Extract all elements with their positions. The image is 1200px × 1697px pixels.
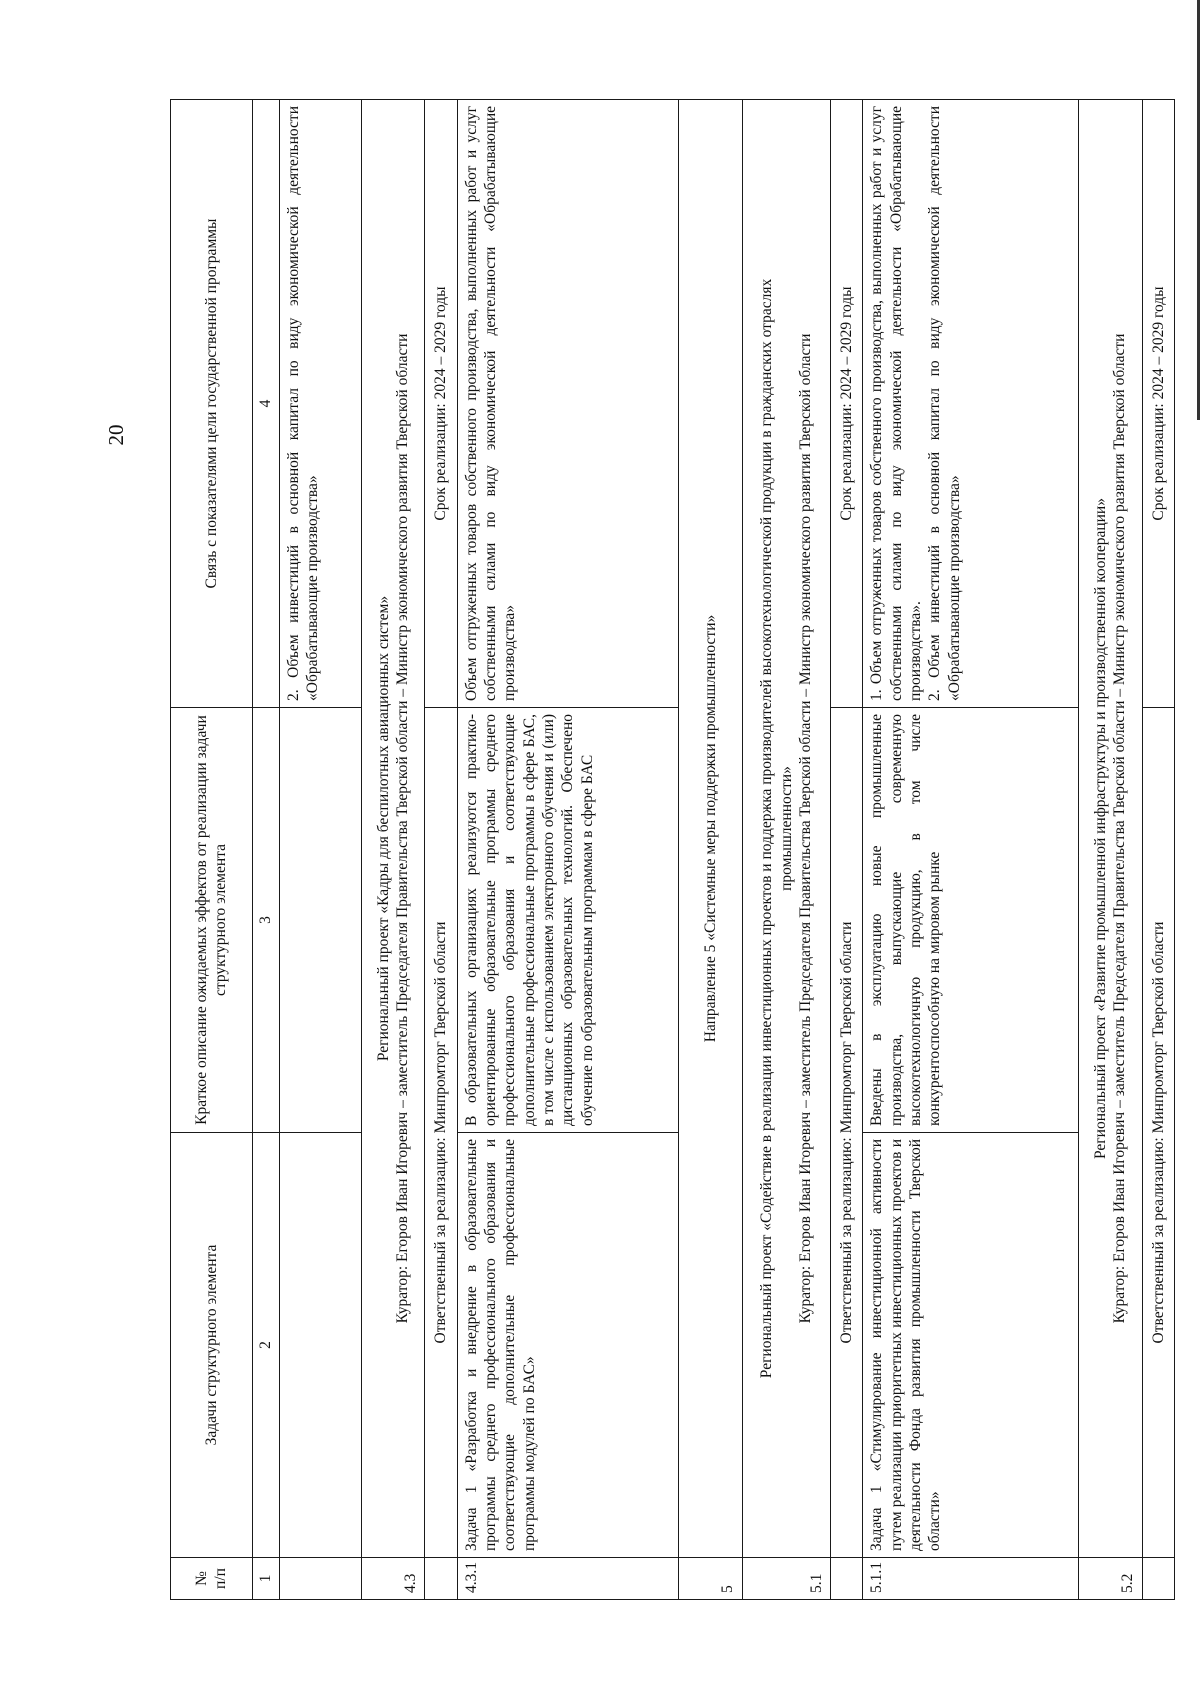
page-number: 20 (104, 424, 128, 446)
expected-effect: Введены в эксплуатацию новые промышленные производства, выпускающие современную высокотехнологичную продукцию, в том числе конкурентоспособную на мировом рынке (863, 708, 1079, 1133)
cell-number-empty (425, 1558, 457, 1600)
header-col-effects: Краткое описание ожидаемых эффектов от реализации задачи структурного элемента (171, 708, 253, 1133)
row-number: 5.1.1 (863, 1558, 1079, 1600)
responsible-executor: Ответственный за реализацию: Минпромторг Тверской области (1142, 708, 1174, 1558)
cell-effect-empty (280, 708, 362, 1133)
regional-project-title: Региональный проект «Содействие в реализации инвестиционных проектов и поддержка производителей высокотехнологической продукции в гражданских отраслях промышленности» (758, 278, 795, 1379)
indicator-item-2: 2. Объем инвестиций в основной капитал по виду экономической деятельности «Обрабатывающие производства» (926, 106, 963, 701)
project-curator: Куратор: Егоров Иван Игоревич – заместитель Председателя Правительства Тверской области – Министр экономического развития Тверской области (797, 333, 815, 1324)
table-row-4-3-responsible (425, 100, 457, 1600)
header-number-3: 3 (252, 708, 279, 1133)
cell-task-empty (280, 1133, 362, 1558)
header-col-number: № п/п (171, 1558, 253, 1600)
table-row-4-3 (361, 100, 425, 1600)
indicator-item-1: 1. Объем отгруженных товаров собственного производства, выполненных работ и услуг собственными силами по виду экономической деятельности «Обрабатывающие производства». (868, 106, 925, 701)
table-row-5-2 (1079, 100, 1143, 1600)
implementation-term: Срок реализации: 2024 – 2029 годы (831, 100, 863, 708)
responsible-executor: Ответственный за реализацию: Минпромторг Тверской области (831, 708, 863, 1558)
table-row-4-3-1 (457, 100, 678, 1600)
regional-project-cell (1079, 100, 1143, 1558)
table-row-5-1-responsible (831, 100, 863, 1600)
indicator-link (863, 100, 1079, 708)
rotated-table-sheet (170, 100, 1175, 1600)
indicator-link: Объем отгруженных товаров собственного производства, выполненных работ и услуг собственными силами по виду экономической деятельности «Обрабатывающие производства» (457, 100, 678, 708)
cell-number-empty (280, 1558, 362, 1600)
implementation-term: Срок реализации: 2024 – 2029 годы (425, 100, 457, 708)
regional-project-cell (361, 100, 425, 1558)
header-number-2: 2 (252, 1133, 279, 1558)
header-number-4: 4 (252, 100, 279, 708)
regional-project-cell (742, 100, 831, 1558)
cell-indicator: 2. Объем инвестиций в основной капитал по виду экономической деятельности «Обрабатывающие производства» (280, 100, 362, 708)
header-numbers-row (252, 100, 279, 1600)
table-row-continuation (280, 100, 362, 1600)
row-number: 5.2 (1079, 1558, 1143, 1600)
expected-effect: В образовательных организациях реализуются практико-ориентированные образовательные программы среднего профессионального образования и соответствующие дополнительные профессиональные программы в сфере БАС, в том числе с использованием электронного обучения и (или) дистанционных образовательных технологий. Обеспечено обучение по образовательным программам в сфере БАС (457, 708, 678, 1133)
header-number-1: 1 (252, 1558, 279, 1600)
header-col-tasks: Задачи структурного элемента (171, 1133, 253, 1558)
row-number: 5.1 (742, 1558, 831, 1600)
row-number: 4.3.1 (457, 1558, 678, 1600)
structure-tasks-table (170, 99, 1175, 1600)
row-number: 5 (678, 1558, 742, 1600)
cell-number-empty (831, 1558, 863, 1600)
project-curator: Куратор: Егоров Иван Игоревич – заместитель Председателя Правительства Тверской области – Министр экономического развития Тверской области (394, 333, 412, 1324)
row-number: 4.3 (361, 1558, 425, 1600)
project-curator: Куратор: Егоров Иван Игоревич – заместитель Председателя Правительства Тверской области – Министр экономического развития Тверской области (1111, 333, 1129, 1324)
table-row-5-1-1 (863, 100, 1079, 1600)
table-row-5-1 (742, 100, 831, 1600)
task-description: Задача 1 «Разработка и внедрение в образовательные программы среднего профессионального образования и соответствующие дополнительные профессиональные программы модулей по БАС» (457, 1133, 678, 1558)
regional-project-title: Региональный проект «Кадры для беспилотных авиационных систем» (374, 595, 392, 1062)
direction-title: Направление 5 «Системные меры поддержки промышленности» (678, 100, 742, 1558)
task-description: Задача 1 «Стимулирование инвестиционной активности путем реализации приоритетных инвестиционных проектов и деятельности Фонда развития промышленности Тверской области» (863, 1133, 1079, 1558)
table-row-5-2-responsible (1142, 100, 1174, 1600)
header-col-indicators: Связь с показателями цели государственной программы (171, 100, 253, 708)
responsible-executor: Ответственный за реализацию: Минпромторг Тверской области (425, 708, 457, 1558)
cell-number-empty (1142, 1558, 1174, 1600)
header-row (171, 100, 253, 1600)
regional-project-title: Региональный проект «Развитие промышленной инфраструктуры и производственной кооперации» (1092, 498, 1109, 1159)
table-row-5 (678, 100, 742, 1600)
implementation-term: Срок реализации: 2024 – 2029 годы (1142, 100, 1174, 708)
